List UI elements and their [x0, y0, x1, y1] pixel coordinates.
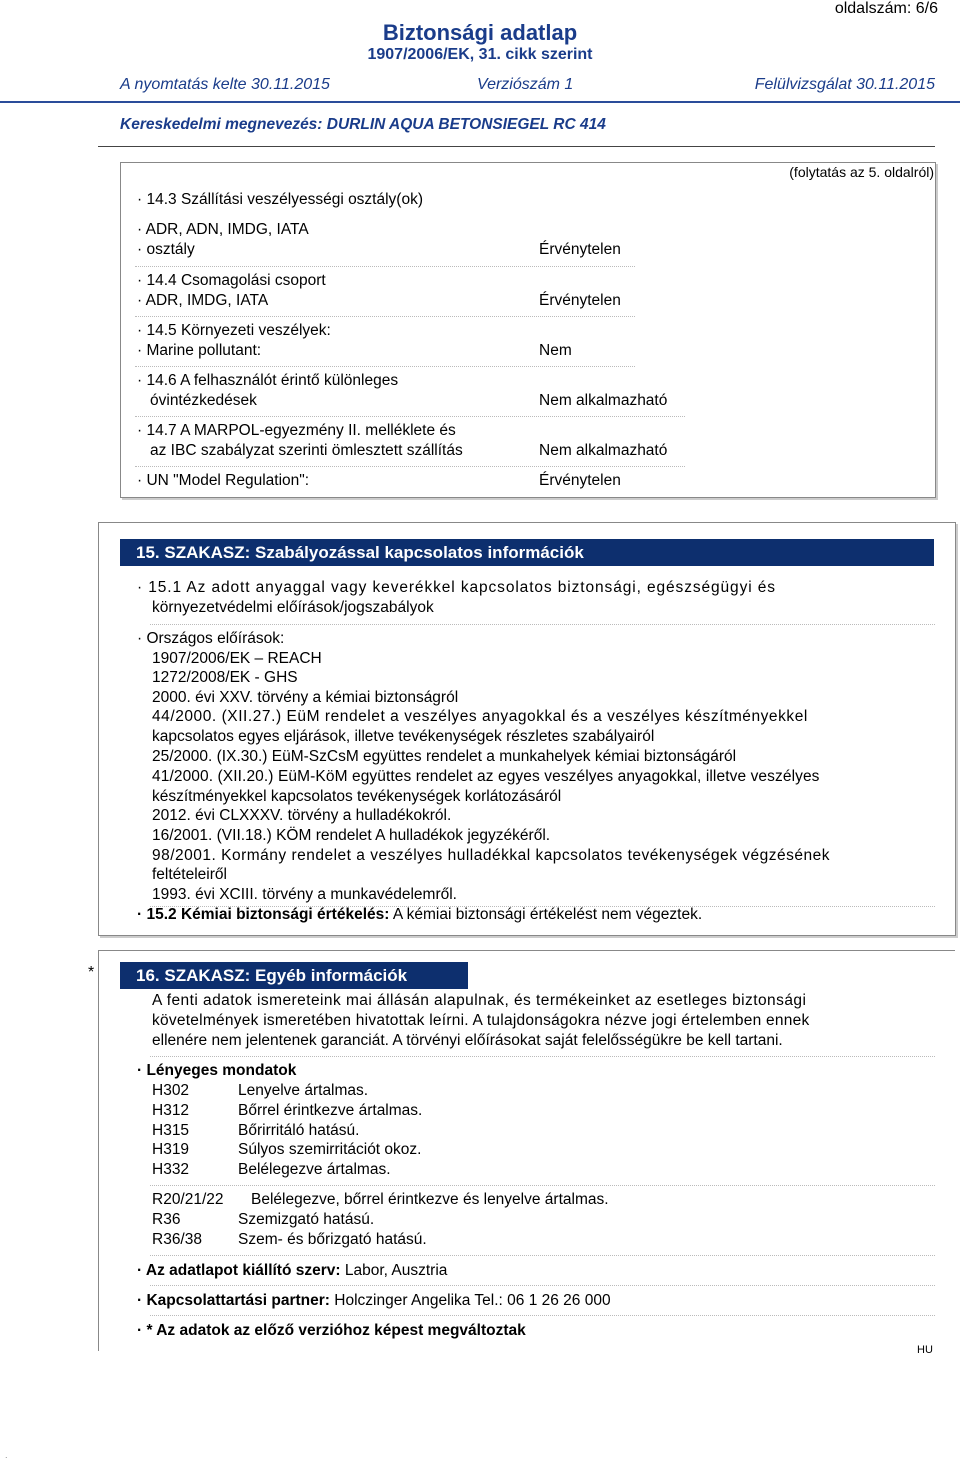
divider — [150, 1056, 935, 1057]
change-marker: * — [88, 964, 95, 981]
trade-name-divider — [98, 146, 935, 147]
divider — [150, 1315, 935, 1316]
page-number: oldalszám: 6/6 — [834, 0, 938, 17]
intro-line1: A fenti adatok ismereteink mai állásán alapulnak, és termékeinket az esetleges biztonsági — [152, 992, 807, 1009]
s14-7-line1: · 14.7 A MARPOL-egyezmény II. melléklete és — [137, 422, 456, 439]
reg-line: 1993. évi XCIII. törvény a munkavédelemről. — [152, 886, 457, 903]
reg-line: 1907/2006/EK – REACH — [152, 650, 322, 667]
h-code: H312 — [152, 1102, 190, 1119]
h-text: Bőrrel érintkezve ártalmas. — [238, 1102, 423, 1119]
s14-5-title: · 14.5 Környezeti veszélyek: — [137, 322, 331, 339]
issuer-line — [137, 1262, 447, 1280]
continuation-note: (folytatás az 5. oldalról) — [789, 164, 934, 180]
contact-value: Holczinger Angelika Tel.: 06 1 26 26 000 — [334, 1292, 611, 1309]
reg-line: 41/2000. (XII.20.) EüM-KöM együttes rendelet az egyes veszélyes anyagokkal, illetve veszélyes — [152, 768, 820, 785]
r-code: R36 — [152, 1211, 181, 1228]
reg-line: 2000. évi XXV. törvény a kémiai biztonságról — [152, 689, 459, 706]
s14-6-line1: · 14.6 A felhasználót érintő különleges — [137, 372, 399, 389]
reg-line: kapcsolatos egyes eljárások, illetve tevékenységek részletes szabályairól — [152, 728, 655, 745]
section-16-header: 16. SZAKASZ: Egyéb információk — [120, 962, 468, 989]
s14-6-value: Nem alkalmazható — [539, 392, 668, 409]
reg-line: 25/2000. (IX.30.) EüM-SzCsM együttes rendelet a munkahelyek kémiai biztonságáról — [152, 748, 737, 765]
national-regs-label: · Országos előírások: — [137, 630, 285, 647]
intro-line2: követelmények ismeretében hivatottak leírni. A tulajdonságokra nézve jogi értelemben ennek — [152, 1012, 810, 1029]
divider — [135, 416, 685, 417]
divider — [135, 366, 635, 367]
s14-4-title: · 14.4 Csomagolási csoport — [137, 272, 326, 289]
reg-line: 2012. évi CLXXXV. törvény a hulladékokról. — [152, 807, 452, 824]
s14-7-line2: az IBC szabályzat szerinti ömlesztett szállítás — [150, 442, 463, 459]
document-title: Biztonsági adatlap — [382, 20, 578, 45]
s14-3-title: · 14.3 Szállítási veszélyességi osztály(ok) — [137, 191, 424, 208]
s14-4-value: Érvénytelen — [539, 292, 621, 309]
divider — [135, 266, 635, 267]
document-subtitle: 1907/2006/EK, 31. cikk szerint — [367, 46, 593, 63]
r-text: Belélegezve, bőrrel érintkezve és lenyelve ártalmas. — [251, 1191, 609, 1208]
s14-4-line: · ADR, IMDG, IATA — [137, 292, 269, 309]
reg-line: 16/2001. (VII.18.) KÖM rendelet A hulladékok jegyzékéről. — [152, 827, 551, 844]
trade-name: Kereskedelmi megnevezés: DURLIN AQUA BETONSIEGEL RC 414 — [120, 116, 606, 133]
section-15-header: 15. SZAKASZ: Szabályozással kapcsolatos információk — [120, 539, 934, 566]
reg-line: készítményekkel kapcsolatos tevékenységek korlátozásáról — [152, 788, 562, 805]
reg-line: 1272/2008/EK - GHS — [152, 669, 298, 686]
contact-line — [137, 1292, 611, 1310]
r-code: R20/21/22 — [152, 1191, 224, 1208]
s14-7-value: Nem alkalmazható — [539, 442, 668, 459]
reg-line: 98/2001. Kormány rendelet a veszélyes hulladékkal kapcsolatos tevékenységek végzésének — [152, 847, 831, 864]
s15-2-label: · 15.2 Kémiai biztonsági értékelés: — [137, 906, 390, 923]
s15-1-line2: környezetvédelmi előírások/jogszabályok — [152, 599, 434, 616]
divider — [150, 1185, 935, 1186]
phrases-label: · Lényeges mondatok — [137, 1062, 297, 1079]
h-text: Lenyelve ártalmas. — [238, 1082, 369, 1099]
s15-2-line — [137, 906, 702, 924]
language-code: HU — [917, 1344, 933, 1356]
h-text: Bőrirritáló hatású. — [238, 1122, 360, 1139]
contact-label: · Kapcsolattartási partner: — [137, 1292, 330, 1309]
r-text: Szemizgató hatású. — [238, 1211, 375, 1228]
divider — [150, 1255, 935, 1256]
divider — [135, 316, 635, 317]
s15-2-text: A kémiai biztonsági értékelést nem végeztek. — [392, 906, 703, 923]
header-divider — [0, 101, 960, 103]
review-date: Felülvizsgálat 30.11.2015 — [754, 76, 935, 93]
issuer-value: Labor, Ausztria — [344, 1262, 448, 1279]
reg-line: feltételeiről — [152, 866, 227, 883]
r-code: R36/38 — [152, 1231, 202, 1248]
section-16-box — [98, 950, 955, 1351]
s14-3-value: Érvénytelen — [539, 241, 621, 258]
h-code: H319 — [152, 1141, 190, 1158]
corner-mark: . — [5, 1450, 8, 1460]
divider — [150, 1285, 935, 1286]
s14-3-line2: · osztály — [137, 241, 195, 258]
s14-3-line1: · ADR, ADN, IMDG, IATA — [137, 221, 309, 238]
h-text: Belélegezve ártalmas. — [238, 1161, 391, 1178]
s14-5-line: · Marine pollutant: — [137, 342, 262, 359]
s14-5-value: Nem — [539, 342, 572, 359]
r-text: Szem- és bőrizgató hatású. — [238, 1231, 427, 1248]
print-date: A nyomtatás kelte 30.11.2015 — [120, 76, 330, 93]
un-model-label: · UN "Model Regulation": — [137, 472, 310, 489]
h-code: H302 — [152, 1082, 190, 1099]
issuer-label: · Az adatlapot kiállító szerv: — [137, 1262, 341, 1279]
changes-note: · * Az adatok az előző verzióhoz képest megváltoztak — [137, 1322, 526, 1339]
s14-6-line2: óvintézkedések — [150, 392, 257, 409]
version-number: Verziószám 1 — [477, 76, 574, 93]
h-text: Súlyos szemirritációt okoz. — [238, 1141, 422, 1158]
h-code: H315 — [152, 1122, 190, 1139]
reg-line: 44/2000. (XII.27.) EüM rendelet a veszélyes anyagokkal és a veszélyes készítményekkel — [152, 708, 808, 725]
un-model-value: Érvénytelen — [539, 472, 621, 489]
divider — [150, 624, 935, 625]
intro-line3: ellenére nem jelentenek garanciát. A törvényi előírásokat saját felelősségükre be kell tartani. — [152, 1032, 783, 1049]
divider — [135, 466, 685, 467]
h-code: H332 — [152, 1161, 190, 1178]
s15-1-line1: · 15.1 Az adott anyaggal vagy keverékkel kapcsolatos biztonsági, egészségügyi és — [137, 579, 776, 596]
